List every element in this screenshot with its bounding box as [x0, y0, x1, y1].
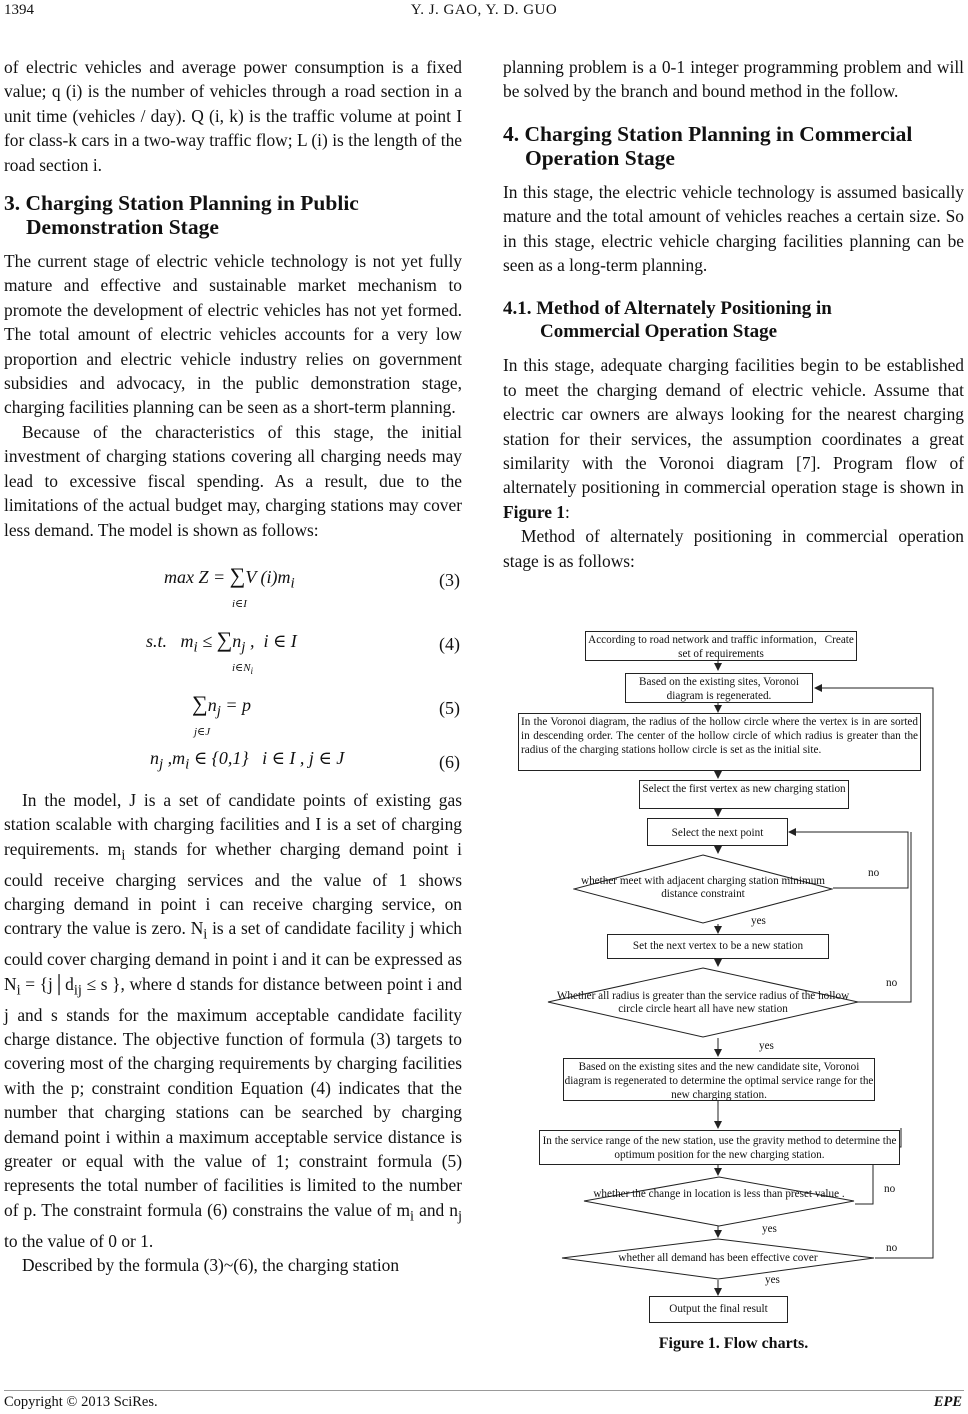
- flow-label-no-1: no: [868, 867, 880, 879]
- footer-rule: [4, 1390, 964, 1391]
- footer-journal: EPE: [933, 1394, 962, 1410]
- section-4-1-title-line1: 4.1. Method of Alternately Positioning in: [503, 298, 832, 320]
- paragraph-s4: In this stage, the electric vehicle technology is assumed basically mature and the total amount of vehicles reaches a certain size. So in this stage, electric vehicle charging facilities planning can be seen as a long-term planning.: [503, 181, 964, 276]
- equation-6: $n_j$ $,m_i$ ∈ {0,1} i ∈ I , j ∈ J (6): [150, 747, 460, 773]
- figure-1-reference: Figure 1: [503, 501, 565, 522]
- flow-box-regenerate-optimal-range: Based on the existing sites and the new candidate site, Voronoi diagram is regenerated to determine the optimal service range for the new charging station.: [563, 1058, 875, 1101]
- flow-decision-service-radius: Whether all radius is greater than the service radius of the hollow circle circle heart all have new station: [547, 967, 859, 1038]
- equation-5: $\sum n_j = p$ j∈J (5): [192, 690, 460, 738]
- flow-box-regenerate-voronoi: Based on the existing sites, Voronoi diagram is regenerated.: [625, 673, 813, 703]
- section-4-title-line1: 4. Charging Station Planning in Commercial: [503, 121, 913, 146]
- paragraph-top-right: planning problem is a 0-1 integer programming problem and will be solved by the branch and bound method in the follow.: [503, 57, 964, 102]
- flow-label-yes-4: yes: [765, 1274, 780, 1286]
- equation-5-number: (5): [439, 697, 460, 718]
- flow-decision-location-change: whether the change in location is less than preset value .: [583, 1176, 855, 1227]
- equation-4: s.t. $m_i \le \sum n_j$ , i ∈ I $i\in N_i$ (4): [146, 626, 460, 677]
- section-4-1-title-line2: Commercial Operation Stage: [540, 321, 778, 343]
- flow-label-no-3: no: [884, 1183, 896, 1195]
- footer-copyright: Copyright © 2013 SciRes.: [4, 1394, 158, 1410]
- equation-6-number: (6): [439, 751, 460, 772]
- flow-box-select-next-point: Select the next point: [647, 818, 788, 846]
- flow-label-no-2: no: [886, 977, 898, 989]
- equation-4-number: (4): [439, 633, 460, 654]
- paragraph-s41-1: In this stage, adequate charging facilities begin to be established to meet the charging demand of electric vehicle. Assume that electric car owners are always looking for the nearest charging station for their services, the assumption coordinates a great similarity with the Voronoi diagram [7]. Program flow of alternately positioning in commercial operation stage is shown in Figure 1:: [503, 355, 964, 522]
- paragraph-described: Described by the formula (3)~(6), the charging station: [22, 1255, 400, 1276]
- flow-decision-demand-covered: whether all demand has been effective cover: [561, 1238, 875, 1280]
- paragraph-s3-1: The current stage of electric vehicle technology is not yet fully mature and effective and sustainable market mechanism to promote the development of electric vehicles has not yet formed. The total amount of electric vehicles accounts for a very low proportion and electric vehicle industry relies on government subsidies and advocacy, in the public demonstration stage, charging facilities planning can be seen as a short-term planning.: [4, 251, 462, 418]
- flow-label-yes-3: yes: [762, 1223, 777, 1235]
- flow-box-output-result: Output the final result: [649, 1296, 788, 1323]
- equation-3-number: (3): [439, 569, 460, 590]
- paragraph-intro: of electric vehicles and average power consumption is a fixed value; q (i) is the number of vehicles through a road section in a unit time (vehicles / day). Q (i, k) is the traffic volume at point I for class-k cars in a two-way traffic flow; L (i) is the length of the road section i.: [4, 57, 462, 175]
- flowchart: [503, 628, 964, 1328]
- section-4-title-line2: Operation Stage: [525, 145, 675, 170]
- section-3-title-line1: 3. Charging Station Planning in Public: [4, 191, 359, 216]
- flow-label-yes-2: yes: [759, 1040, 774, 1052]
- section-3-title-line2: Demonstration Stage: [26, 215, 219, 240]
- section-4-heading: [503, 122, 964, 170]
- paragraph-s3-2: Because of the characteristics of this stage, the initial investment of charging stations covering all charging needs may lead to excessive fiscal spending. As a result, due to the limitations of the actual budget may, charging stations may cover less demand. The model is shown as follows:: [4, 421, 462, 540]
- figure-caption: Figure 1. Flow charts.: [658, 1335, 809, 1352]
- flow-decision-distance-constraint: whether meet with adjacent charging station minimum distance constraint: [573, 854, 833, 924]
- right-column: [503, 55, 964, 573]
- flow-box-create-requirements: According to road network and traffic information，Create set of requirements: [585, 631, 857, 661]
- flow-box-first-vertex: Select the first vertex as new charging station: [639, 780, 849, 809]
- flow-label-no-4: no: [886, 1242, 898, 1254]
- paragraph-model: In the model, J is a set of candidate points of existing gas station scalable with charging facilities and I is a set of charging requirements. $m_i$ stands for whether charging demand point i could receive charging services and the value of 1 shows charging demand in point i can receive charging service, on contrary the value is zero. $N_i$ is a set of candidate facility j which could cover charging demand in point i and it can be expressed as $N_i$ = {$j│d_{ij} \le s$ }, where d stands for distance between point i and j and s stands for the maximum acceptable candidate facility charge distance. The objective function of formula (3) targets to covering most of the charging requirements by charging facilities with the p; constraint condition Equation (4) indicates that the number that charging stations can be searched by charging demand point i within a maximum acceptable service distance is greater or equal with the value of 1; constraint formula (5) represents the total number of facilities is limited to the number of p. The constraint formula (6) constrains the value of $m_i$ and $n_j$ to the value of 0 or 1.: [4, 789, 463, 1251]
- section-4-1-heading: [503, 297, 964, 343]
- left-column: [4, 55, 462, 1278]
- paragraph-s41-2: Method of alternately positioning in commercial operation stage is as follows:: [503, 526, 964, 571]
- running-head: Y. J. GAO, Y. D. GUO: [410, 2, 558, 18]
- flow-label-yes-1: yes: [751, 915, 766, 927]
- section-3-heading: [4, 191, 462, 239]
- flow-box-set-next-vertex: Set the next vertex to be a new station: [607, 934, 829, 959]
- page-number: 1394: [4, 2, 34, 18]
- flow-box-sort-hollow-circles: In the Voronoi diagram, the radius of the hollow circle where the vertex is in are sorted in descending order. The center of the hollow circle of which radius is greater than the radius of the charging stations hollow circle is set as the initial site.: [518, 713, 921, 771]
- equation-3: max Z = ∑V $(i)m_i$ i∈I (3): [164, 562, 460, 610]
- flow-box-gravity-method: In the service range of the new station, use the gravity method to determine the optimum position for the new charging station.: [539, 1130, 900, 1165]
